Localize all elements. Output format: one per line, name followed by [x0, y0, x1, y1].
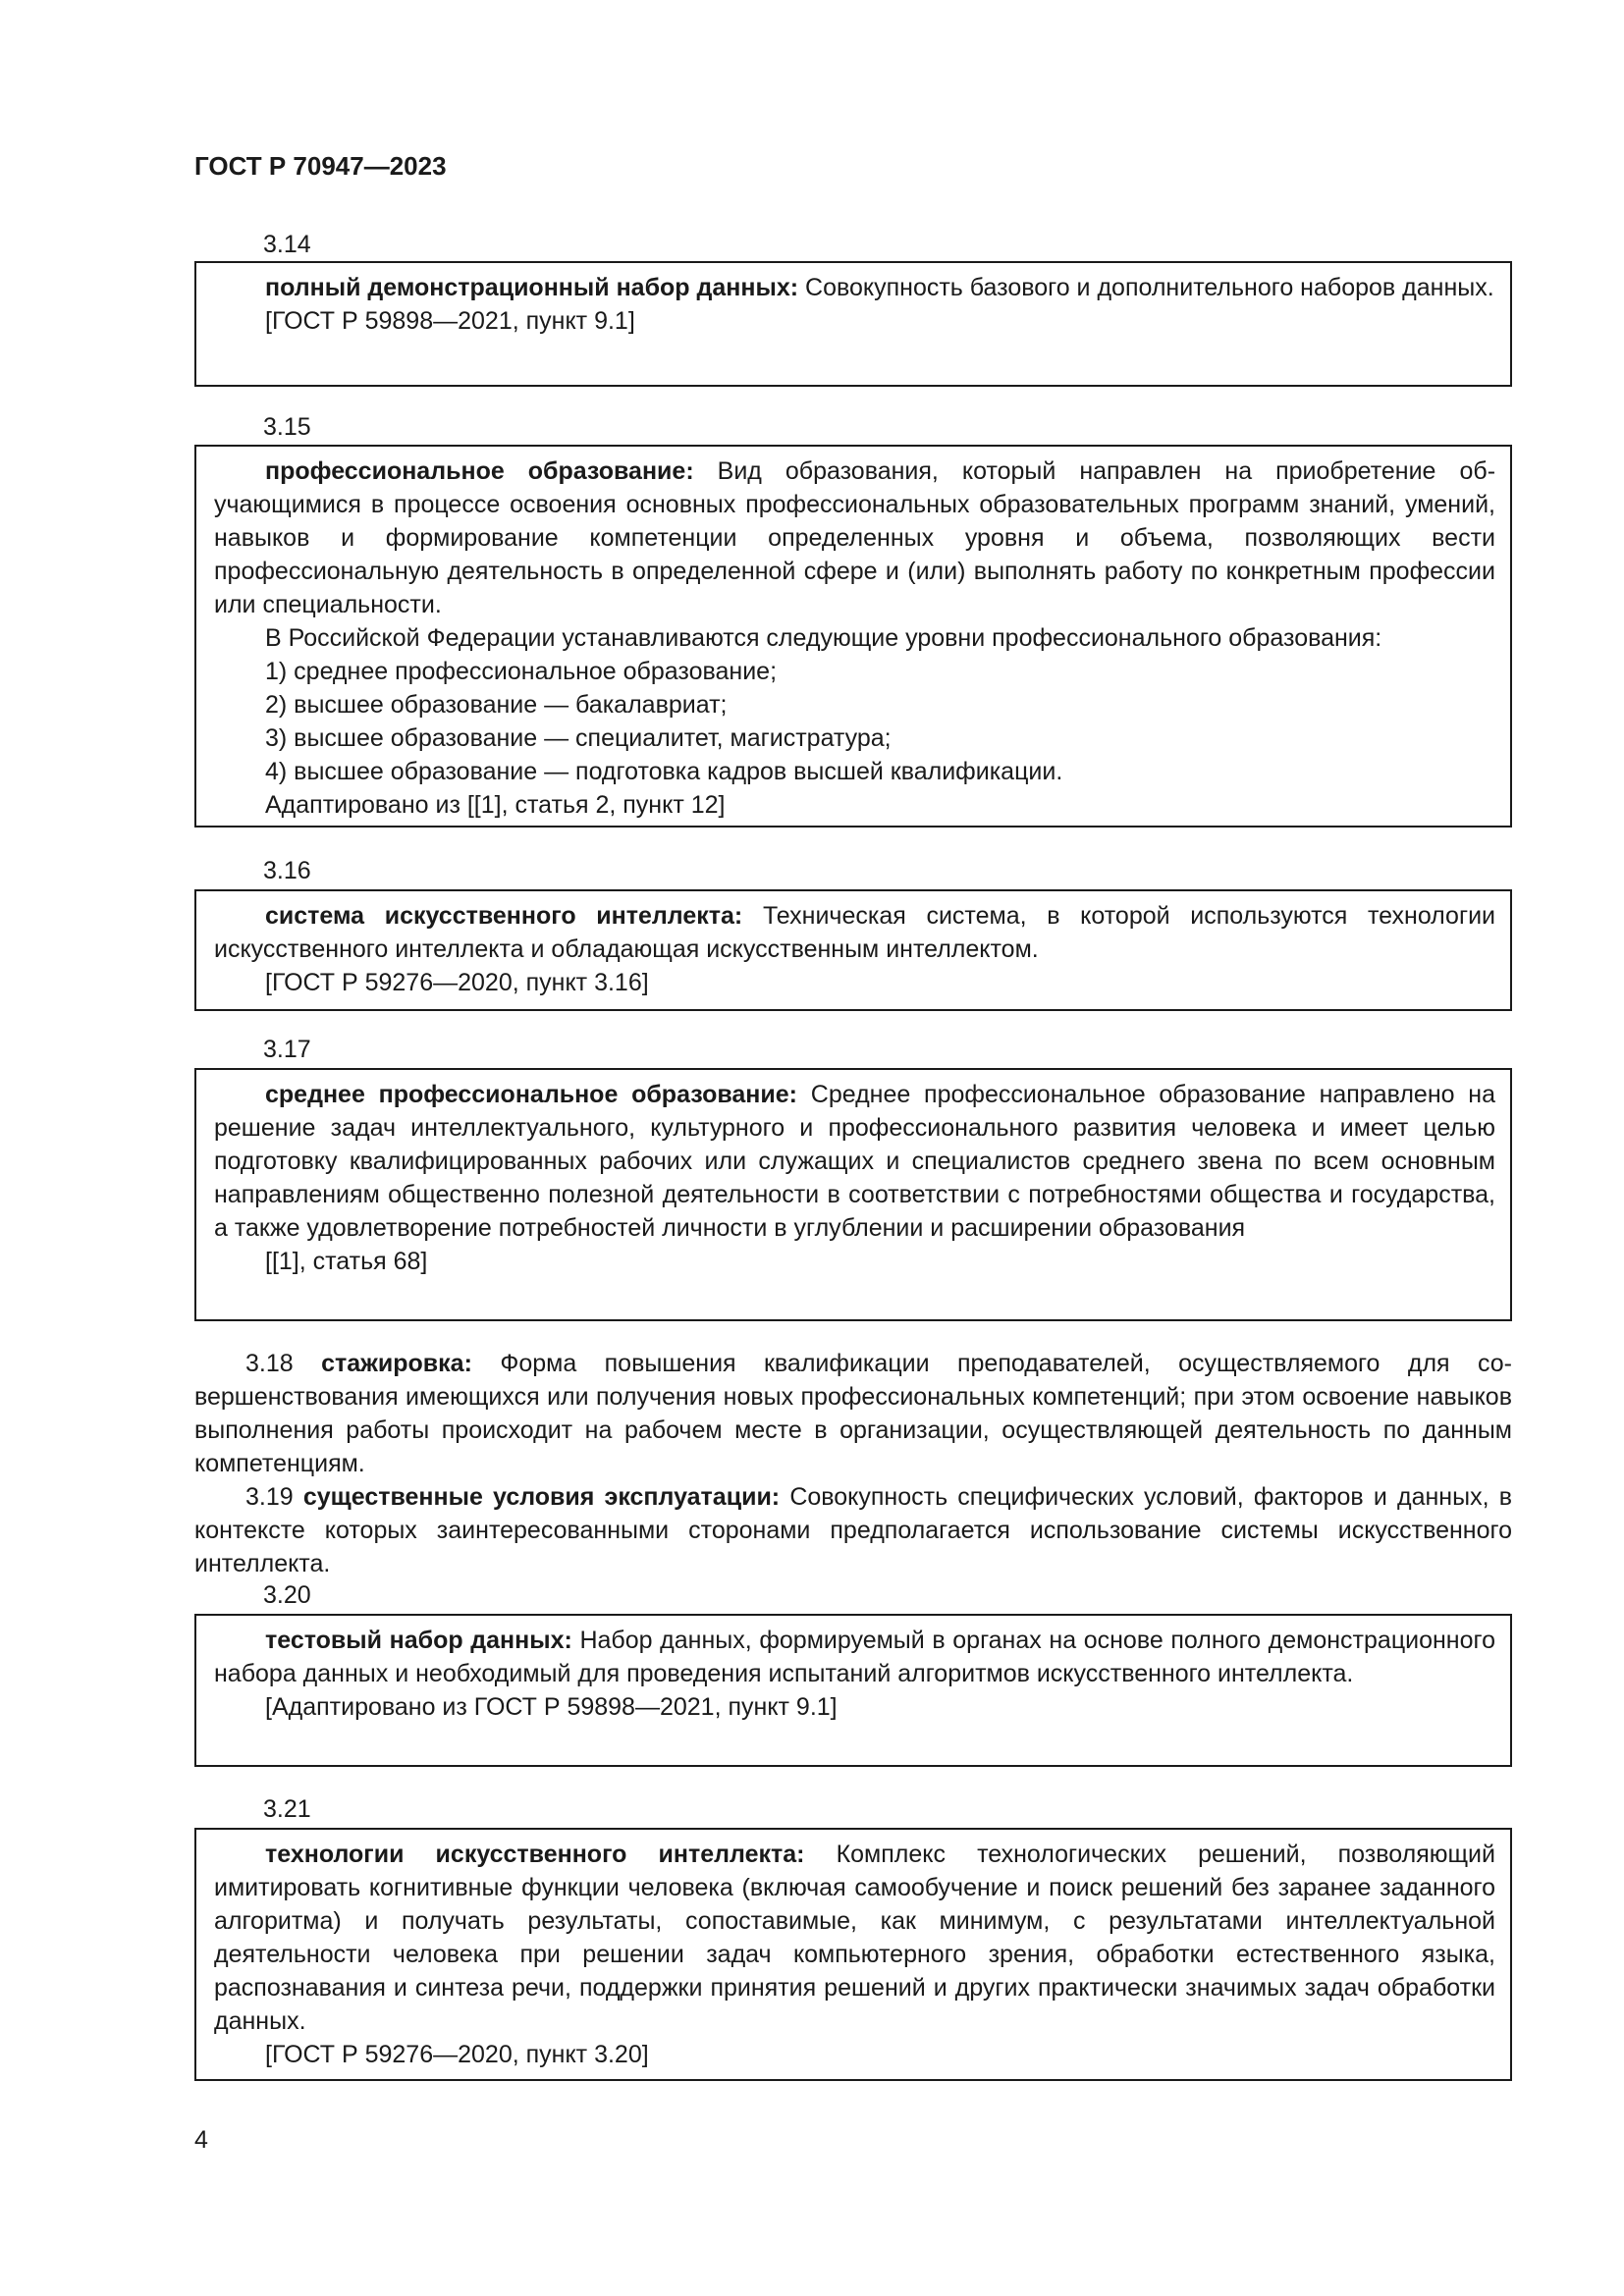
source-reference: [[1], статья 68] [265, 1248, 428, 1275]
list-item: 3) высшее образование — специалитет, магистратура; [265, 724, 892, 752]
term-name: технологии искусственного интеллекта: [265, 1841, 805, 1868]
definition-paragraph [214, 1838, 1495, 2038]
term-name: существенные условия эксплуатации: [302, 1483, 781, 1511]
term-definition: Техническая система, в которой используются технологии искусственного интеллекта и обладающая искусственным интеллектом. [214, 902, 1496, 963]
term-box-3-15 [194, 445, 1512, 828]
term-definition: Форма повышения квалификации преподавателей, осуществляемого для совершенствования имеющихся или получения новых профессиональных компетенций; при этом освоение навыков выполнения работы происходит на рабочем месте в организации, осуществляющей деятельность по данным компетенциям. [194, 1350, 1512, 1477]
entry-number: 3.21 [263, 1795, 311, 1823]
term-name: тестовый набор данных: [265, 1627, 572, 1654]
source-reference: Адаптировано из [[1], статья 2, пункт 12] [265, 791, 726, 819]
term-name: профессиональное образование: [265, 457, 694, 485]
term-definition: Вид образования, который направлен на приобретение обучающимися в процессе освоения основных профессиональных образовательных программ знаний, умений, навыков и формирование компетенции определенных уровня и объема, позволяющих вести профессиональную деятельность в определенной сфере и (или) выполнять работу по конкретным профессии или специальности. [214, 457, 1496, 618]
entry-number: 3.17 [263, 1036, 311, 1063]
term-name: полный демонстрационный набор данных: [265, 274, 799, 301]
definition-paragraph [194, 1480, 1512, 1580]
note-paragraph: В Российской Федерации устанавливаются следующие уровни профессионального образования: [265, 624, 1382, 652]
entry-number: 3.19 [245, 1483, 294, 1511]
list-item: 2) высшее образование — бакалавриат; [265, 691, 728, 719]
source-reference: [ГОСТ Р 59898—2021, пункт 9.1] [265, 307, 635, 335]
term-definition: Совокупность базового и дополнительного наборов данных. [805, 274, 1494, 301]
free-text-entries [194, 1347, 1512, 1580]
list-item: 1) среднее профессиональное образование; [265, 658, 778, 685]
term-definition: Среднее профессиональное образование направлено на решение задач интеллектуального, культурного и профессионального развития человека и имеет целью подготовку квалифицированных рабочих или служащих и специалистов среднего звена по всем основным направлениям общественно полезной деятельности в соответствии с потребностями общества и государства, а также удовлетворение потребностей личности в углублении и расширении образования [214, 1081, 1495, 1242]
term-box-3-17 [194, 1068, 1512, 1321]
term-box-3-21 [194, 1828, 1512, 2081]
source-reference: [ГОСТ Р 59276—2020, пункт 3.16] [265, 969, 649, 996]
term-box-3-16 [194, 889, 1512, 1011]
definition-paragraph [214, 1624, 1495, 1690]
term-definition: Комплекс технологических решений, позволяющий имитировать когнитивные функции человека (включая самообучение и поиск решений без заранее заданного алгоритма) и получать результаты, сопоставимые, как минимум, с результатами интеллектуальной деятельности человека при решении задач компьютерного зрения, обработки естественного языка, распознавания и синтеза речи, поддержки принятия решений и других практически значимых задач обработки данных. [214, 1841, 1495, 2035]
term-name: система искусственного интеллекта: [265, 902, 743, 930]
term-name: стажировка: [321, 1350, 472, 1377]
entry-number: 3.16 [263, 857, 311, 884]
source-reference: [ГОСТ Р 59276—2020, пункт 3.20] [265, 2041, 649, 2068]
entry-number: 3.18 [245, 1350, 294, 1377]
entry-number: 3.14 [263, 231, 311, 258]
document-header: ГОСТ Р 70947—2023 [194, 151, 447, 181]
entry-number: 3.15 [263, 413, 311, 441]
term-box-3-14 [194, 261, 1512, 387]
page-number: 4 [194, 2126, 208, 2154]
list-item: 4) высшее образование — подготовка кадров высшей квалификации. [265, 758, 1063, 785]
definition-paragraph [214, 454, 1495, 621]
definition-paragraph [214, 1078, 1495, 1245]
definition-paragraph [194, 1347, 1512, 1480]
definition-paragraph [214, 899, 1495, 966]
source-reference: [Адаптировано из ГОСТ Р 59898—2021, пункт 9.1] [265, 1693, 838, 1721]
entry-number: 3.20 [263, 1581, 311, 1609]
term-box-3-20 [194, 1614, 1512, 1767]
term-name: среднее профессиональное образование: [265, 1081, 798, 1108]
definition-paragraph [214, 271, 1495, 304]
term-definition: Набор данных, формируемый в органах на основе полного демонстрационного набора данных и необходимый для проведения испытаний алгоритмов искусственного интеллекта. [214, 1627, 1495, 1687]
term-definition: Совокупность специфических условий, факторов и данных, в контексте которых заинтересованными сторонами предполагается использование системы искусственного интеллекта. [194, 1483, 1512, 1577]
